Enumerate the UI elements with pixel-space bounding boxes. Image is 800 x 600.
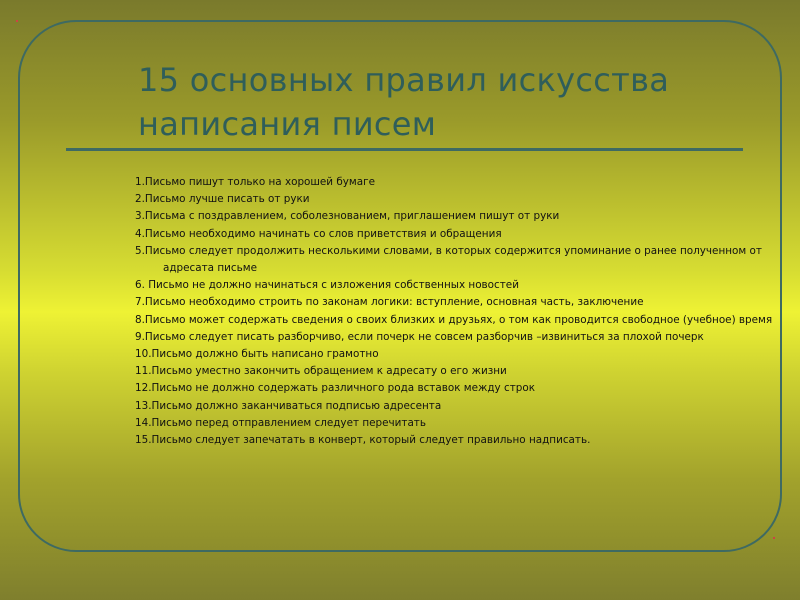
rule-item: 15.Письмо следует запечатать в конверт, который следует правильно надписать. (135, 434, 591, 447)
rule-item: 11.Письмо уместно закончить обращением к адресату о его жизни (135, 365, 507, 378)
rule-item: 3.Письма с поздравлением, соболезнованием, приглашением пишут от руки (135, 210, 560, 223)
rule-item: 13.Письмо должно заканчиваться подписью адресента (135, 399, 442, 412)
corner-dot (773, 537, 775, 539)
rule-item: 14.Письмо перед отправлением следует перечитать (135, 416, 426, 429)
slide-title: 15 основных правил искусства написания писем (138, 61, 670, 143)
rule-item: 9.Письмо следует писать разборчиво, если почерк не совсем разборчив –извиниться за плохой почерк (135, 330, 704, 343)
rule-item: 4.Письмо необходимо начинать со слов приветствия и обращения (135, 227, 502, 240)
rule-item: 6. Письмо не должно начинаться с изложения собственных новостей (135, 279, 519, 292)
title-divider (66, 148, 743, 151)
rule-item: 10.Письмо должно быть написано грамотно (135, 348, 379, 361)
rule-item: 8.Письмо может содержать сведения о своих близких и друзьях, о том как проводится свободное (учебное) время (135, 313, 773, 326)
rule-item: 12.Письмо не должно содержать различного рода вставок между строк (135, 382, 535, 395)
rule-item: 2.Письмо лучше писать от руки (135, 193, 310, 206)
corner-dot (16, 20, 18, 22)
rule-item: 7.Письмо необходимо строить по законам логики: вступление, основная часть, заключение (135, 296, 644, 309)
rule-item: 5.Письмо следует продолжить несколькими словами, в которых содержится упоминание о ранее полученном от адресата письме (135, 244, 762, 275)
rules-list (135, 174, 795, 449)
rule-item: 1.Письмо пишут только на хорошей бумаге (135, 176, 375, 188)
